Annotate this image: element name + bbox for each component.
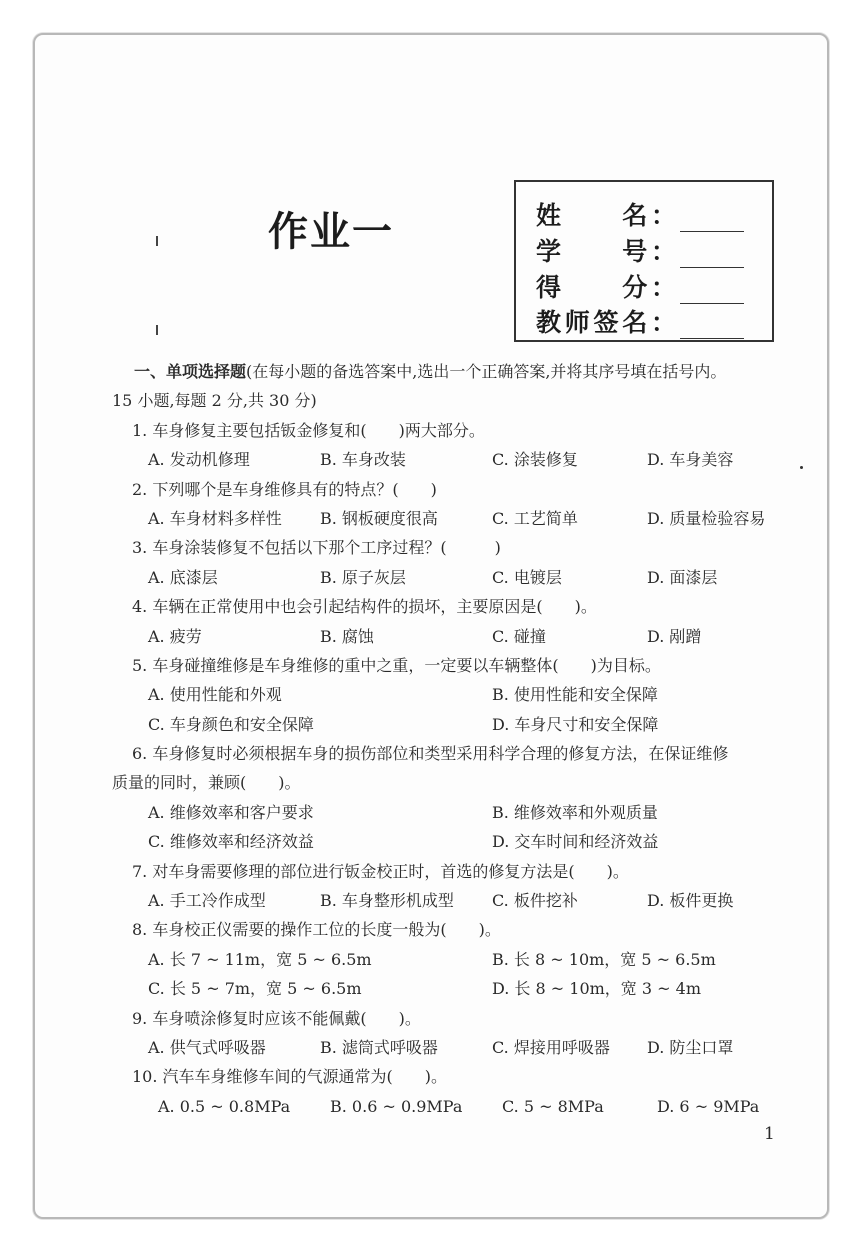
- option-row: [112, 827, 792, 856]
- score-label: 得 分：: [536, 273, 676, 302]
- teacher-signature-field: [536, 303, 744, 339]
- question-text: 8. 车身校正仪需要的操作工位的长度一般为( )。: [132, 920, 501, 940]
- question-list: [112, 416, 792, 1121]
- question-text: 1. 车身修复主要包括钣金修复和( )两大部分。: [132, 420, 485, 440]
- answer-option[interactable]: D. 车身美容: [647, 450, 734, 470]
- answer-option[interactable]: A. 车身材料多样性: [148, 508, 282, 528]
- answer-option[interactable]: B. 钢板硬度很高: [320, 508, 438, 528]
- teacher-signature-label: 教师签名：: [536, 308, 676, 337]
- question-text: 5. 车身碰撞维修是车身维修的重中之重，一定要以车辆整体( )为目标。: [132, 655, 661, 675]
- answer-option[interactable]: D. 板件更换: [647, 891, 734, 911]
- question-text: 4. 车辆在正常使用中也会引起结构件的损坏，主要原因是( )。: [132, 597, 597, 617]
- option-row: [112, 504, 792, 533]
- answer-option[interactable]: C. 工艺简单: [492, 508, 578, 528]
- answer-option[interactable]: D. 6 ~ 9MPa: [657, 1096, 760, 1116]
- student-id-field: [536, 232, 744, 268]
- option-row: [112, 974, 792, 1003]
- answer-option[interactable]: A. 长 7 ~ 11m，宽 5 ~ 6.5m: [148, 949, 372, 969]
- page-number: 1: [764, 1124, 775, 1144]
- answer-option[interactable]: A. 底漆层: [148, 567, 218, 587]
- option-row: [112, 1092, 792, 1121]
- answer-option[interactable]: D. 交车时间和经济效益: [492, 832, 659, 852]
- margin-mark: [156, 325, 158, 335]
- question-text: 6. 车身修复时必须根据车身的损伤部位和类型采用科学合理的修复方法，在保证维修: [132, 744, 729, 764]
- scan-speck: [800, 466, 803, 469]
- option-row: [112, 622, 792, 651]
- answer-option[interactable]: A. 供气式呼吸器: [148, 1037, 266, 1057]
- answer-option[interactable]: D. 质量检验容易: [647, 508, 766, 528]
- option-row: [112, 1033, 792, 1062]
- answer-option[interactable]: B. 腐蚀: [320, 626, 374, 646]
- option-row: [112, 945, 792, 974]
- question-text: 10. 汽车车身维修车间的气源通常为( )。: [132, 1067, 448, 1087]
- answer-option[interactable]: B. 维修效率和外观质量: [492, 802, 658, 822]
- answer-option[interactable]: B. 原子灰层: [320, 567, 406, 587]
- question-text: 3. 车身涂装修复不包括以下那个工序过程？( ): [132, 538, 501, 558]
- option-row: [112, 886, 792, 915]
- answer-option[interactable]: A. 0.5 ~ 0.8MPa: [158, 1096, 291, 1116]
- answer-option[interactable]: C. 5 ~ 8MPa: [502, 1096, 604, 1116]
- answer-option[interactable]: D. 剐蹭: [647, 626, 702, 646]
- question-text-cont: 质量的同时，兼顾( )。: [112, 773, 301, 793]
- answer-option[interactable]: B. 滤筒式呼吸器: [320, 1037, 438, 1057]
- section-title: 一、单项选择题: [134, 362, 247, 381]
- option-row: [112, 710, 792, 739]
- option-row: [112, 680, 792, 709]
- answer-option[interactable]: A. 疲劳: [148, 626, 202, 646]
- score-field: [536, 268, 744, 304]
- name-field: [536, 196, 744, 232]
- answer-option[interactable]: C. 焊接用呼吸器: [492, 1037, 610, 1057]
- answer-option[interactable]: B. 0.6 ~ 0.9MPa: [330, 1096, 463, 1116]
- score-blank[interactable]: [680, 281, 744, 304]
- answer-option[interactable]: C. 涂装修复: [492, 450, 578, 470]
- answer-option[interactable]: D. 车身尺寸和安全保障: [492, 714, 659, 734]
- answer-option[interactable]: C. 碰撞: [492, 626, 546, 646]
- teacher-signature-blank[interactable]: [680, 316, 744, 339]
- option-row: [112, 563, 792, 592]
- answer-option[interactable]: C. 长 5 ~ 7m，宽 5 ~ 6.5m: [148, 979, 362, 999]
- student-info-box: [514, 180, 774, 342]
- answer-option[interactable]: D. 长 8 ~ 10m，宽 3 ~ 4m: [492, 979, 702, 999]
- answer-option[interactable]: B. 长 8 ~ 10m，宽 5 ~ 6.5m: [492, 949, 716, 969]
- student-id-blank[interactable]: [680, 245, 744, 268]
- question-text: 7. 对车身需要修理的部位进行钣金校正时，首选的修复方法是( )。: [132, 861, 629, 881]
- answer-option[interactable]: B. 车身整形机成型: [320, 891, 454, 911]
- answer-option[interactable]: C. 电镀层: [492, 567, 562, 587]
- answer-option[interactable]: C. 车身颜色和安全保障: [148, 714, 314, 734]
- option-row: [112, 798, 792, 827]
- answer-option[interactable]: D. 面漆层: [647, 567, 718, 587]
- answer-option[interactable]: B. 使用性能和安全保障: [492, 685, 658, 705]
- answer-option[interactable]: A. 维修效率和客户要求: [148, 802, 314, 822]
- name-blank[interactable]: [680, 209, 744, 232]
- answer-option[interactable]: A. 发动机修理: [148, 450, 250, 470]
- answer-option[interactable]: A. 手工冷作成型: [148, 891, 266, 911]
- answer-option[interactable]: D. 防尘口罩: [647, 1037, 734, 1057]
- name-label: 姓 名：: [536, 201, 676, 230]
- question-section: [112, 357, 792, 1121]
- answer-option[interactable]: C. 板件挖补: [492, 891, 578, 911]
- section-instructions: (在每小题的备选答案中,选出一个正确答案,并将其序号填在括号内。: [246, 362, 727, 381]
- answer-option[interactable]: B. 车身改装: [320, 450, 406, 470]
- page-title: 作业一: [268, 209, 394, 255]
- answer-option[interactable]: A. 使用性能和外观: [148, 685, 282, 705]
- margin-mark: [156, 236, 158, 246]
- question-text: 2. 下列哪个是车身维修具有的特点？( ): [132, 479, 437, 499]
- question-text: 9. 车身喷涂修复时应该不能佩戴( )。: [132, 1008, 421, 1028]
- section-instructions-cont: 15 小题,每题 2 分,共 30 分): [112, 391, 317, 411]
- answer-option[interactable]: C. 维修效率和经济效益: [148, 832, 314, 852]
- student-id-label: 学 号：: [536, 237, 676, 266]
- section-heading: [112, 357, 792, 386]
- option-row: [112, 445, 792, 474]
